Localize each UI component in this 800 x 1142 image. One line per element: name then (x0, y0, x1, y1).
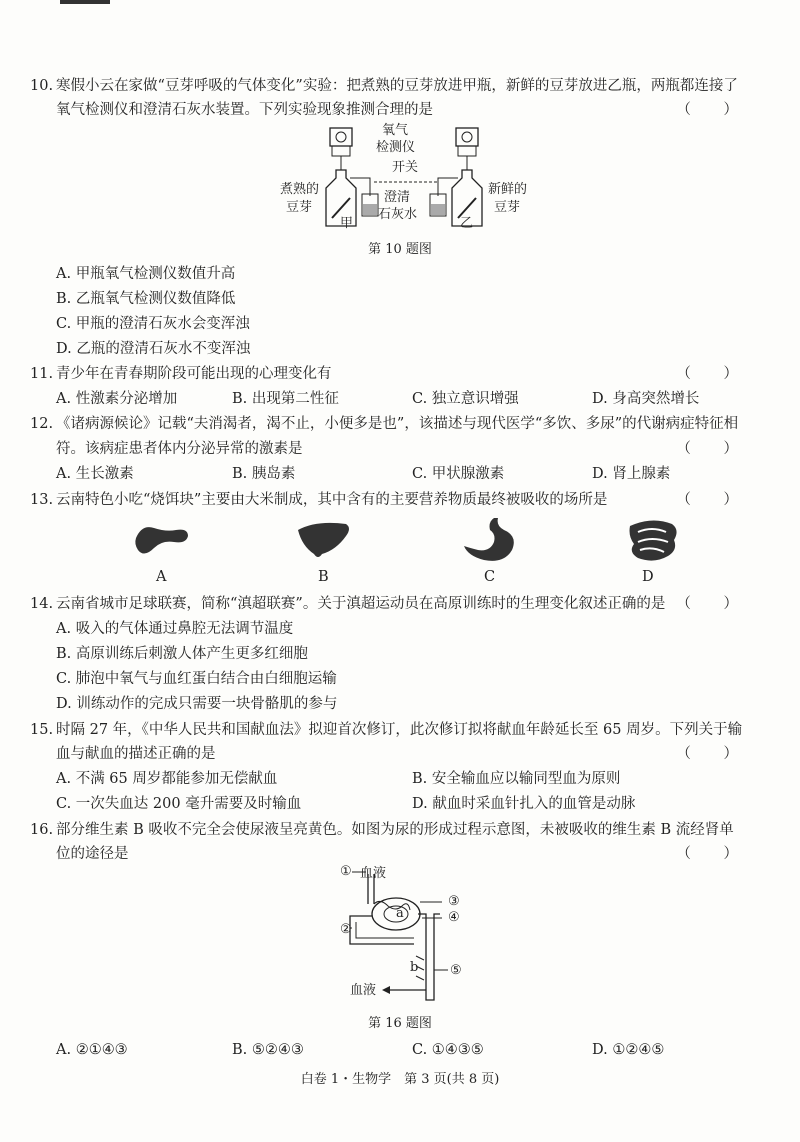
label-b: b (410, 960, 419, 975)
option-12-d: D. 肾上腺素 (592, 466, 671, 482)
answer-paren: （ ） (676, 596, 752, 612)
option-16-b: B. ⑤②④③ (232, 1042, 304, 1058)
option-14-d: D. 训练动作的完成只需要一块骨骼肌的参与 (56, 696, 338, 712)
question-11: 11. 青少年在青春期阶段可能出现的心理变化有 (30, 366, 332, 382)
top-rule (60, 0, 110, 4)
small-intestine-image (624, 516, 680, 564)
label-4: ④ (448, 910, 460, 925)
label-cooked-sprouts: 豆芽 (286, 200, 313, 215)
answer-paren: （ ） (676, 441, 752, 457)
question-number: 10. (30, 78, 54, 94)
option-12-a: A. 生长激素 (56, 466, 134, 482)
answer-paren: （ ） (676, 366, 752, 382)
answer-paren: （ ） (676, 746, 752, 762)
label-fresh: 新鲜的 (488, 182, 528, 197)
option-16-d: D. ①②④⑤ (592, 1042, 665, 1058)
label-blood-in: 血液 (360, 866, 387, 881)
option-14-a: A. 吸入的气体通过鼻腔无法调节温度 (56, 621, 294, 637)
option-15-c: C. 一次失血达 200 毫升需要及时输血 (56, 796, 302, 812)
image-label-c: C (484, 569, 496, 585)
image-label-d: D (642, 569, 654, 585)
option-15-b: B. 安全输血应以输同型血为原则 (412, 771, 621, 787)
label-cooked: 煮熟的 (280, 182, 320, 197)
option-12-b: B. 胰岛素 (232, 466, 296, 482)
question-12-line1: 12. 《诸病源候论》记载“夫消渴者，渴不止，小便多是也”，该描述与现代医学“多饮、多尿”的代谢病症特征相 (30, 416, 739, 432)
label-detector: 检测仪 (376, 140, 416, 155)
option-10-c: C. 甲瓶的澄清石灰水会变浑浊 (56, 316, 250, 332)
option-14-c: C. 肺泡中氧气与血红蛋白结合由白细胞运输 (56, 671, 337, 687)
label-5: ⑤ (450, 963, 462, 978)
option-11-d: D. 身高突然增长 (592, 391, 700, 407)
image-label-a: A (156, 569, 167, 585)
answer-paren: （ ） (676, 102, 752, 118)
answer-paren: （ ） (676, 492, 752, 508)
question-15-line2: 血与献血的描述正确的是 (56, 746, 216, 762)
figure-16-caption: 第 16 题图 (368, 1016, 432, 1031)
label-limewater-2: 石灰水 (378, 207, 418, 222)
label-blood-out: 血液 (350, 983, 377, 998)
option-11-b: B. 出现第二性征 (232, 391, 339, 407)
label-3: ③ (448, 894, 460, 909)
option-14-b: B. 高原训练后刺激人体产生更多红细胞 (56, 646, 308, 662)
option-11-c: C. 独立意识增强 (412, 391, 519, 407)
label-fresh-sprouts: 豆芽 (494, 200, 521, 215)
label-2: ② (340, 922, 352, 937)
label-a: a (396, 906, 404, 921)
option-15-d: D. 献血时采血针扎入的血管是动脉 (412, 796, 636, 812)
question-10-line1: 10. 寒假小云在家做“豆芽呼吸的气体变化”实验：把煮熟的豆芽放进甲瓶，新鲜的豆芽放进乙瓶，两瓶都连接了 (30, 74, 738, 98)
label-jia: 甲 (340, 216, 354, 231)
pancreas-image (132, 520, 192, 562)
label-1: ① (340, 864, 352, 879)
figure-10-caption: 第 10 题图 (368, 242, 432, 257)
option-16-a: A. ②①④③ (56, 1042, 128, 1058)
option-11-a: A. 性激素分泌增加 (56, 391, 178, 407)
question-10-line2: 氧气检测仪和澄清石灰水装置。下列实验现象推测合理的是 (56, 102, 433, 118)
question-12-line2: 符。该病症患者体内分泌异常的激素是 (56, 441, 303, 457)
label-oxygen: 氧气 (382, 123, 409, 138)
label-limewater: 澄清 (384, 190, 411, 205)
stomach-image (460, 516, 520, 564)
option-10-d: D. 乙瓶的澄清石灰水不变浑浊 (56, 341, 251, 357)
image-label-b: B (318, 569, 329, 585)
option-15-a: A. 不满 65 周岁都能参加无偿献血 (56, 771, 278, 787)
option-16-c: C. ①④③⑤ (412, 1042, 484, 1058)
liver-image (296, 520, 352, 562)
option-12-c: C. 甲状腺激素 (412, 466, 505, 482)
label-yi: 乙 (460, 216, 474, 231)
question-16-line1: 16. 部分维生素 B 吸收不完全会使尿液呈亮黄色。如图为尿的形成过程示意图，未被吸收的维生素 B 流经肾单 (30, 822, 734, 838)
question-13: 13. 云南特色小吃“烧饵块”主要由大米制成，其中含有的主要营养物质最终被吸收的场所是 (30, 492, 608, 508)
question-16-line2: 位的途径是 (56, 846, 129, 862)
answer-paren: （ ） (676, 846, 752, 862)
label-switch: 开关 (392, 160, 419, 175)
page-footer: 白卷 1・生物学 第 3 页(共 8 页) (300, 1072, 500, 1087)
question-15-line1: 15. 时隔 27 年，《中华人民共和国献血法》拟迎首次修订，此次修订拟将献血年龄延长至 65 周岁。下列关于输 (30, 722, 743, 738)
option-10-b: B. 乙瓶氧气检测仪数值降低 (56, 291, 236, 307)
option-10-a: A. 甲瓶氧气检测仪数值升高 (56, 266, 236, 282)
question-14: 14. 云南省城市足球联赛，简称“滇超联赛”。关于滇超运动员在高原训练时的生理变化叙述正确的是 (30, 596, 666, 612)
